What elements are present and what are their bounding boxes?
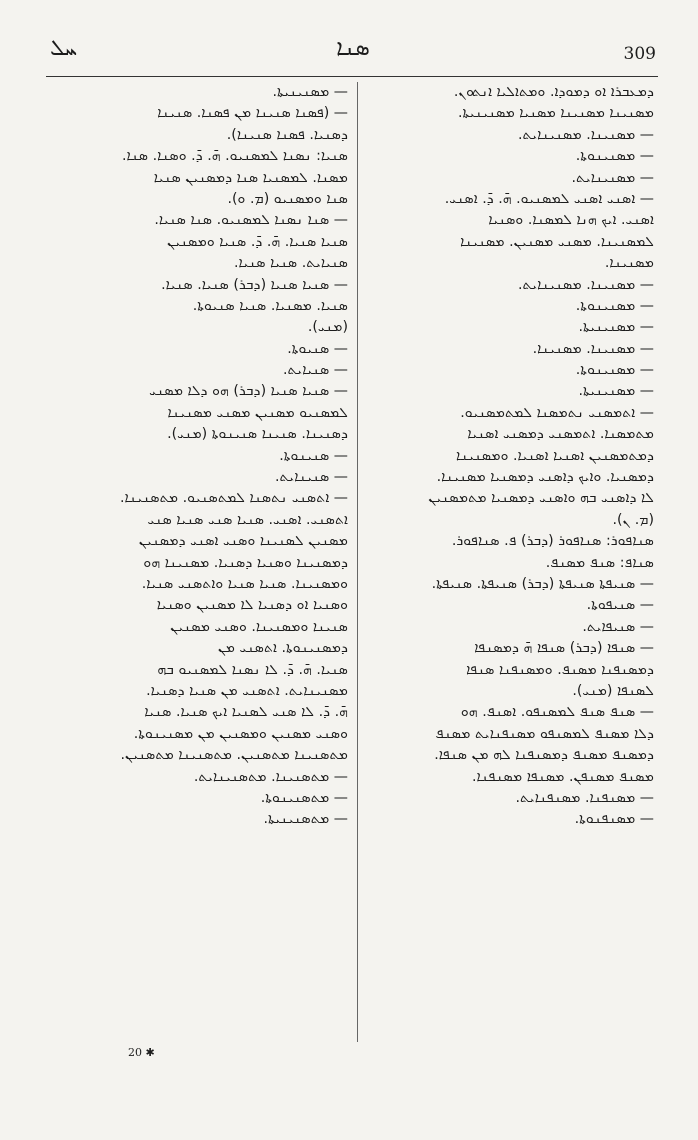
header-center-word: ܣܢܐ xyxy=(336,36,370,61)
text-line: — ܡܣܢܝܢܘܬܐ. xyxy=(575,297,654,314)
text-line: ܘܡܣܢܝܢܐ. ܣܢܝܐ ܣܢܝܐ ܘܐܬܣܢܝ ܣܢܝܐ. xyxy=(141,575,348,592)
text-line: ܡܣܢܝܢ ܠܣܢܝܢܐ ܘܣܢܝ ܐܣܢܝ ܕܡܣܢܝܢ xyxy=(138,533,348,550)
text-line: — ܡܬܣܢܝܢܘܬܐ. xyxy=(260,789,348,806)
text-line: ܣܢܝܐ. ܡܣܢܝܐ. ܣܢܝܐ ܣܢܝܘܬܐ. xyxy=(192,297,348,314)
text-line: ܐܣܢܝ. ܐܝܟ ܗܢܐ ܠܡܣܢܐ. ܘܣܢܝܐ xyxy=(488,212,654,229)
text-line: (ܡ. ܢ). xyxy=(612,511,654,528)
text-line: ܐܬܣܢܝ. ܐܣܢܝ. ܣܢܝܐ ܣܢܝ ܣܢܝܐ ܣܢܝ xyxy=(147,511,348,528)
text-line: — ܣܢܝܐܝܬ. xyxy=(283,362,348,379)
text-line: — ܡܣܢܝܢܝܬܐ. xyxy=(578,383,654,400)
text-line: ܡܬܣܢܝܢܐ ܡܬܣܢܝܢ. ܡܬܣܢܝܢܐ ܡܬܣܢܝܢ. xyxy=(120,747,348,764)
text-line: ܕܡܬܡܣܢܝܢ ܐܣܢܝܐ ܐܣܢܝܐ. ܘܡܣܢܝܢܐ xyxy=(456,447,654,464)
text-line: ܣܢܝܐ ܣܢܝܐ. ܗ̄. ܕ̄. ܣܢܝܐ ܘܡܣܢܝܢ xyxy=(167,233,348,250)
right-column xyxy=(364,82,654,831)
text-line: — ܣܢܝܦܘܬܐ. xyxy=(586,597,654,614)
text-line: ܕܡܣܢܦܢܐ ܡܣܢܦ. ܘܡܣܢܦܢܐ ܣܢܦܐ xyxy=(466,661,654,678)
text-line: ܣܢܝܐ: ܢܣܢܐ ܠܡܣܢܝܘ. ܗ̄. ܕ̄. ܘܣܢܐ. ܣܢܐ. xyxy=(121,148,348,165)
text-line: ܗ̄. ܕ̄. ܠܐ ܣܢܝ ܠܣܢܝܐ ܐܝܟ ܣܢܝܐ. ܣܢܝܐ xyxy=(144,704,348,721)
text-line: — ܣܢܝܢܐܝܬ. xyxy=(274,469,348,486)
text-line: ܡܣܢܝܢܐܝܬ. ܐܬܣܢܝ ܡܢ ܣܢܝܐ ܕܣܢܝܐ. xyxy=(146,682,348,699)
text-line: — ܐܬܡܣܢܝ ܢܬܡܣܢܐ ܠܡܬܡܣܢܝܘ. xyxy=(460,404,654,421)
text-line: ܕܠܐ ܡܣܢܦ ܠܡܣܢܦܘ ܡܣܢܦܢܐܝܬ ܡܣܢܦ xyxy=(435,725,654,742)
text-line: ܣܢܝܐ. ܗ̄. ܕ̄. ܠܐ ܢܣܢܐ ܠܡܣܢܝܘ ܒܗ xyxy=(157,661,348,678)
text-line: — ܣܢܝܐ ܣܢܝܐ (ܕܒܪ) ܗܘ ܕܠܐ ܡܣܢܝ xyxy=(149,383,348,400)
text-line: — (ܦܣܢܐ ܣܢܝܢܐ ܡܢ ܦܣܢܐ. ܣܢܝܢܐ xyxy=(157,105,348,122)
text-line: — ܣܢܝܦܬܐ ܣܢܝܦܬܐ (ܕܒܪ) ܣܢܝܦܬܐ. ܣܢܝܦܬܐ. xyxy=(431,575,654,592)
text-line: ܣܢܝܢܐ ܘܡܣܢܝܢܐ. ܘܣܢܝ ܡܣܢܝܢ xyxy=(170,618,348,635)
text-line: ܣܢܐܦܘܪ: ܣܢܐܦܘܪ (ܕܒܪ) ܦ. ܣܢܐܦܘܪ. xyxy=(451,533,654,550)
text-line: ܘܣܢܝܐ ܐܘ ܕܣܢܝܐ ܠܐ ܡܣܢܝܢ ܘܣܢܝܐ xyxy=(156,597,348,614)
text-line: ܠܐ ܕܐܣܢܝ ܒܗ ܘܐܣܢܝ ܕܡܣܢܝܐ ܡܬܡܣܢܝܢ xyxy=(428,490,654,507)
text-line: ܕܡܣܢܝܢܘܬܐ. ܐܬܣܢܝ ܡܢ xyxy=(218,640,348,657)
text-line: ܕܡܥܒܪܐ ܐܘ ܕܡܘܕܐ. ܘܡܬܐܠܝܐ ܐܢܬܘܢ. xyxy=(453,84,654,100)
text-line: — ܡܣܢܦܢܐ. ܡܣܢܦܢܐܝܬ. xyxy=(515,789,654,806)
text-line: — ܡܬܣܢܝܢܐ. ܡܬܣܢܝܢܐܝܬ. xyxy=(193,768,348,785)
text-line: — ܡܣܢܝܢܐ. ܡܣܢܝܢܐܝܬ. xyxy=(517,276,654,293)
text-line: ܡܣܢܐ. ܠܡܣܢܝܐ ܣܢܐ ܕܡܣܢܝܢ ܣܢܝܐ xyxy=(153,169,348,186)
text-line: ܕܡܣܢܝܢܐ ܘܣܢܝܐ ܕܣܢܝܐ. ܡܣܢܝܢܐ ܗܘ xyxy=(143,554,348,571)
text-line: ܠܡܣܢܝܢܐ. ܡܣܢܝ ܡܣܢܝܢ. ܡܣܢܝܢܐ xyxy=(460,233,654,250)
text-line: — ܡܣܢܝܢܝܬܐ. xyxy=(272,84,348,100)
text-line: ܕܡܣܢܦ ܡܣܢܦ ܕܡܣܢܦܢܐ ܠܗ ܡܢ ܣܢܦܐ. xyxy=(434,747,654,764)
text-line: ܠܣܢܦܐ (ܡܢܝ). xyxy=(572,682,654,699)
text-line: — ܣܢܦܐ (ܕܒܪ) ܣܢܦܐ ܗ̄ ܕܡܣܢܦܐ xyxy=(474,640,654,657)
text-line: — ܡܬܣܢܝܢܝܬܐ. xyxy=(263,811,348,828)
text-line: — ܐܣܢܝ ܐܣܢܝ ܠܡܣܢܝܘ. ܗ̄. ܕ̄. ܐܣܢܝ. xyxy=(444,190,654,207)
text-line: ܕܣܢܝܐ. ܦܣܢܐ ܣܢܝܢܐ). xyxy=(226,126,348,143)
text-line: — ܣܢܝܐ ܣܢܝܐ (ܕܒܪ) ܣܢܝܐ. ܣܢܝܐ. xyxy=(161,276,348,293)
page-number: 309 xyxy=(623,44,656,64)
header-rule xyxy=(46,76,658,77)
text-line: ܠܡܣܢܝܘ ܡܣܢܝܢ ܡܣܢܝ ܡܣܢܝܢܐ xyxy=(167,404,348,421)
text-line: — ܣܢܝܦܐܝܬ. xyxy=(582,618,654,635)
text-line: ܣܢܝܐܝܬ. ܣܢܝܐ ܣܢܝܐ. xyxy=(234,255,348,272)
text-line: ܘܣܢܝ ܡܣܢܝܢ ܘܡܣܢܝܢ ܡܢ ܡܣܢܝܢܘܬܐ. xyxy=(133,725,348,742)
text-line: (ܡܢܝ). xyxy=(307,319,348,336)
text-line: ܕܡܣܢܝܐ. ܘܐܝܟ ܕܐܣܢܝ ܕܡܣܢܝܐ ܡܣܢܝܢܐ. xyxy=(436,469,654,486)
text-line: ܡܣܢܦ ܡܣܢܦܢ. ܡܣܢܦܐ ܡܣܢܦܢܐ. xyxy=(471,768,654,785)
text-line: — ܡܣܢܝܢܐܝܬ. xyxy=(571,169,654,186)
text-line: — ܐܬܣܢܝ ܢܬܣܢܐ ܠܡܬܣܢܝܘ. ܡܬܣܢܝܢܐ. xyxy=(120,490,348,507)
text-line: ܣܢܐܦ: ܣܢܦ ܡܣܢܦ. xyxy=(545,554,654,571)
left-column xyxy=(58,82,348,831)
text-line: — ܡܣܢܝܢܐ. ܡܣܢܝܢܐܝܬ. xyxy=(517,126,654,143)
header-left-word: ܚܠ xyxy=(50,36,78,61)
signature-mark: 20 ✱ xyxy=(128,1046,155,1059)
text-line: ܣܢܐ ܘܡܣܢܝܘ (ܡ. ܘ). xyxy=(227,190,348,207)
text-line: — ܣܢܐ ܢܣܢܐ ܠܡܣܢܝܘ. ܣܢܐ ܣܢܝܐ. xyxy=(154,212,348,229)
text-line: ܡܬܡܣܢܐ. ܐܬܡܣܢܝ ܕܡܣܢܝ ܐܣܢܝܐ xyxy=(467,426,654,443)
text-line: — ܣܢܝܘܬܐ. xyxy=(287,340,348,357)
text-line: — ܡܣܢܝܢܝܬܐ. xyxy=(578,319,654,336)
text-line: — ܣܢܝܢܘܬܐ. xyxy=(279,447,348,464)
text-line: — ܡܣܢܝܢܘܬܐ. xyxy=(575,148,654,165)
text-line: ܡܣܢܝܢܐ ܡܣܢܝܢܐ ܡܣܢܝܐ ܡܣܢܝܢܝܬܐ. xyxy=(458,105,654,122)
text-line: — ܡܣܢܝܢܐ. ܡܣܢܝܢܐ. xyxy=(532,340,654,357)
text-line: ܕܣܢܝܢܐ. ܣܢܝܢܐ ܣܢܝܢܘܬܐ (ܡܢܝ). xyxy=(167,426,348,443)
text-line: ܡܣܢܝܢܐ. xyxy=(604,255,654,272)
text-line: — ܣܢܦ ܣܢܦ ܠܡܣܢܦܘ. ܐܣܢܦ. ܗܘ xyxy=(460,704,654,721)
text-line: — ܡܣܢܦܢܘܬܐ. xyxy=(574,811,654,828)
text-line: — ܡܣܢܝܢܘܬܐ. xyxy=(575,362,654,379)
page-header xyxy=(50,34,656,74)
column-divider xyxy=(357,82,358,1042)
